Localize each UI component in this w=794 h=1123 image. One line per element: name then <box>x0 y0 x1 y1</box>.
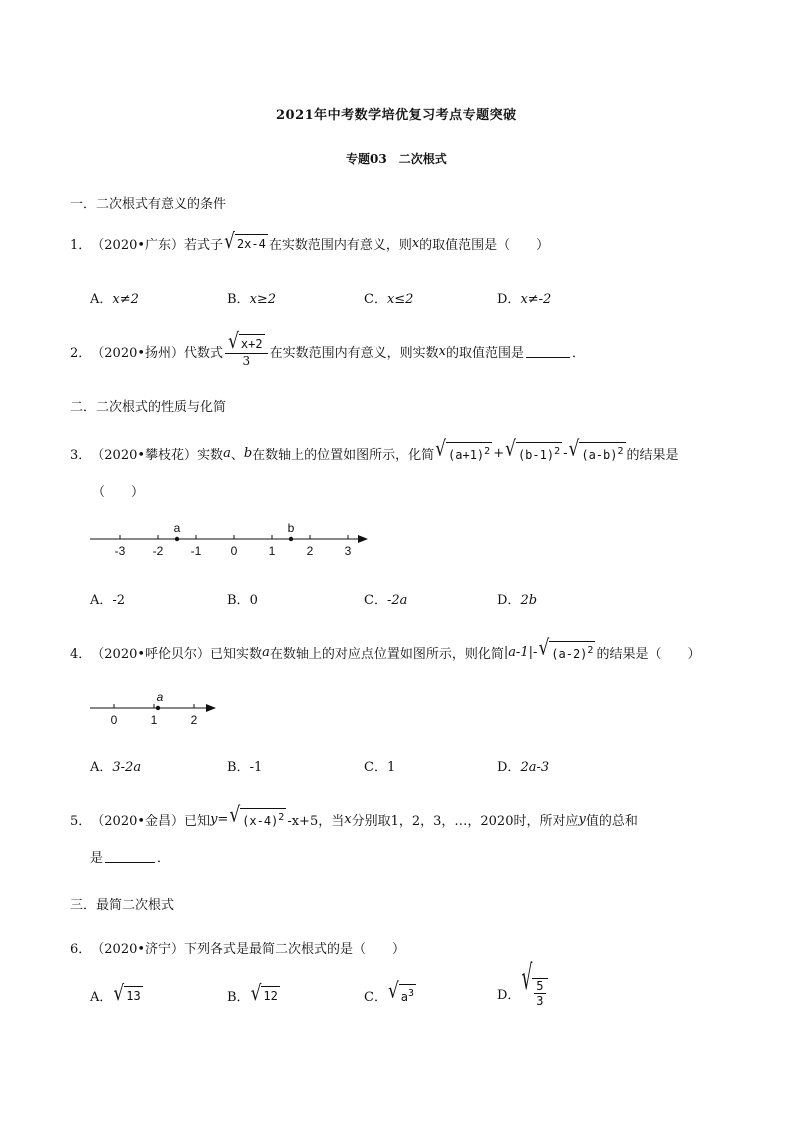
q5-text-3: 分别取1，2，3，…，2020时，所对应 <box>351 813 579 829</box>
q6-option-b[interactable]: B． √ 12 <box>227 981 278 1007</box>
q3-separator: 、 <box>230 447 244 463</box>
q2-answer-blank[interactable] <box>526 345 570 358</box>
q3-plus: + <box>493 445 505 461</box>
q3-source: （2020•攀枝花） <box>91 447 198 463</box>
q4-axis-arrow <box>206 704 216 712</box>
q1-option-d[interactable]: D．x≠-2 <box>497 292 552 307</box>
q3-text-1: 实数 <box>197 447 224 463</box>
q4-radical: √ $(a-2)^2$ <box>538 635 594 661</box>
q3-paren: （ ） <box>92 485 145 500</box>
q3-tick-label: 3 <box>344 544 352 558</box>
q5-text-6: ． <box>157 851 171 866</box>
q1-option-a[interactable]: A．x≠2 <box>90 292 139 307</box>
q2-text-4: ． <box>571 345 585 361</box>
q2-source: （2020•扬州） <box>91 345 185 361</box>
section-3-heading: 三．最简二次根式 <box>70 898 175 913</box>
q3-number-line <box>90 515 380 560</box>
q3-option-c[interactable]: C．-2a <box>364 593 408 608</box>
q5-number: 5． <box>70 813 92 829</box>
q2-var: x <box>438 343 446 359</box>
q4-label-a: a <box>156 690 164 704</box>
q6-number: 6． <box>70 942 92 957</box>
q3-tick-label: 0 <box>230 544 238 558</box>
q3-option-b[interactable]: B．0 <box>227 593 258 608</box>
q4-text-2: 在数轴上的对应点位置如图所示，则化简 <box>269 646 504 662</box>
q3-var-b: b <box>243 445 253 461</box>
question-5 <box>70 802 638 830</box>
q4-number: 4． <box>70 646 92 662</box>
q3-radical-1: √ $(a+1)^2$ <box>435 436 491 462</box>
q4-option-b[interactable]: B．-1 <box>227 760 263 775</box>
q5-equals: = <box>217 811 229 827</box>
question-6 <box>70 938 405 957</box>
q2-text-2: 在实数范围内有意义，则实数 <box>269 345 439 361</box>
q3-text-3: 的结果是 <box>626 447 679 463</box>
q1-text-2: 在实数范围内有意义，则 <box>268 238 412 253</box>
q3-point-b <box>289 537 293 541</box>
q5-radical: √ $(x-4)^2$ <box>229 802 285 828</box>
q4-var-a: a <box>262 644 270 660</box>
q2-fraction: √ x+2 3 <box>225 334 268 368</box>
q6-option-d[interactable]: D． √ $\frac{5}{3}$ <box>497 978 549 1008</box>
q5-text-5: 是 <box>90 851 104 866</box>
q5-text-1: 已知 <box>184 813 211 829</box>
q3-point-a <box>175 537 179 541</box>
q2-radicand: x+2 <box>239 334 265 353</box>
question-3 <box>70 436 679 464</box>
q6-source: （2020•济宁） <box>91 942 185 957</box>
question-1 <box>70 229 550 255</box>
q2-denominator: 3 <box>242 354 251 368</box>
q6-option-a[interactable]: A． √ 13 <box>90 981 141 1007</box>
q1-number: 1． <box>70 238 92 253</box>
q3-tick-label: -1 <box>190 544 202 558</box>
q3-number: 3． <box>70 447 92 463</box>
section-2-heading: 二．二次根式的性质与化简 <box>70 400 227 415</box>
q4-option-d[interactable]: D．2a-3 <box>497 760 550 775</box>
q2-number: 2． <box>70 345 92 361</box>
q5-text-2: -x+5，当 <box>287 813 345 829</box>
q4-option-a[interactable]: A．3-2a <box>90 760 142 775</box>
q5-source: （2020•金昌） <box>91 813 185 829</box>
q3-text-2: 在数轴上的位置如图所示，化简 <box>252 447 435 463</box>
q4-option-c[interactable]: C．1 <box>364 760 396 775</box>
q5-var-y-2: y <box>578 811 586 827</box>
q3-radical-3: √ $(a-b)^2$ <box>568 436 624 462</box>
page-subtitle: 专题03 二次根式 <box>346 152 447 166</box>
q6-option-c[interactable]: C． √ $a^3$ <box>364 978 415 1005</box>
q3-axis-arrow <box>358 535 368 543</box>
q4-text-1: 已知实数 <box>210 646 263 662</box>
q3-label-b: b <box>287 521 295 535</box>
q6-text-1: 下列各式是最简二次根式的是（ ） <box>184 942 406 957</box>
q3-minus: - <box>563 445 568 461</box>
question-2 <box>70 329 585 368</box>
q5-text-4: 值的总和 <box>585 813 638 829</box>
q4-abs: |a-1| <box>503 644 534 660</box>
q1-radical: √ 2x-4 <box>224 229 266 255</box>
q4-text-3: 的结果是（ ） <box>596 646 701 662</box>
q3-option-a[interactable]: A．-2 <box>90 593 126 608</box>
q3-tick-label: -3 <box>114 544 126 558</box>
question-4 <box>70 635 701 663</box>
q5-var-y: y <box>210 811 218 827</box>
q3-var-a: a <box>223 445 231 461</box>
q4-tick-label: 2 <box>190 713 198 727</box>
q5-answer-blank[interactable] <box>105 850 155 863</box>
page-title: 2021年中考数学培优复习考点专题突破 <box>276 108 517 123</box>
q5-line-2 <box>90 847 170 866</box>
q1-radicand: 2x-4 <box>235 234 268 253</box>
q2-text-1: 代数式 <box>184 345 224 361</box>
q1-text-1: 若式子 <box>184 238 224 253</box>
q3-option-d[interactable]: D．2b <box>497 593 538 608</box>
q1-var: x <box>411 236 420 251</box>
q4-number-line <box>90 686 230 728</box>
q3-label-a: a <box>173 521 181 535</box>
section-1-heading: 一．二次根式有意义的条件 <box>70 197 227 212</box>
q1-text-3: 的取值范围是（ ） <box>419 238 550 253</box>
q4-source: （2020•呼伦贝尔） <box>91 646 211 662</box>
q4-minus: - <box>533 644 538 660</box>
q3-tick-label: -2 <box>152 544 164 558</box>
q3-radical-2: √ $(b-1)^2$ <box>505 436 561 462</box>
q5-var-x: x <box>344 811 352 827</box>
q1-source: （2020•广东） <box>91 238 185 253</box>
q3-tick-label: 2 <box>306 544 314 558</box>
q2-text-3: 的取值范围是 <box>445 345 524 361</box>
q4-tick-label: 0 <box>110 713 118 727</box>
q4-point-a <box>156 706 160 710</box>
q3-tick-label: 1 <box>268 544 276 558</box>
q1-option-b[interactable]: B．x≥2 <box>227 292 277 307</box>
q4-tick-label: 1 <box>150 713 158 727</box>
q1-option-c[interactable]: C．x≤2 <box>364 292 414 307</box>
